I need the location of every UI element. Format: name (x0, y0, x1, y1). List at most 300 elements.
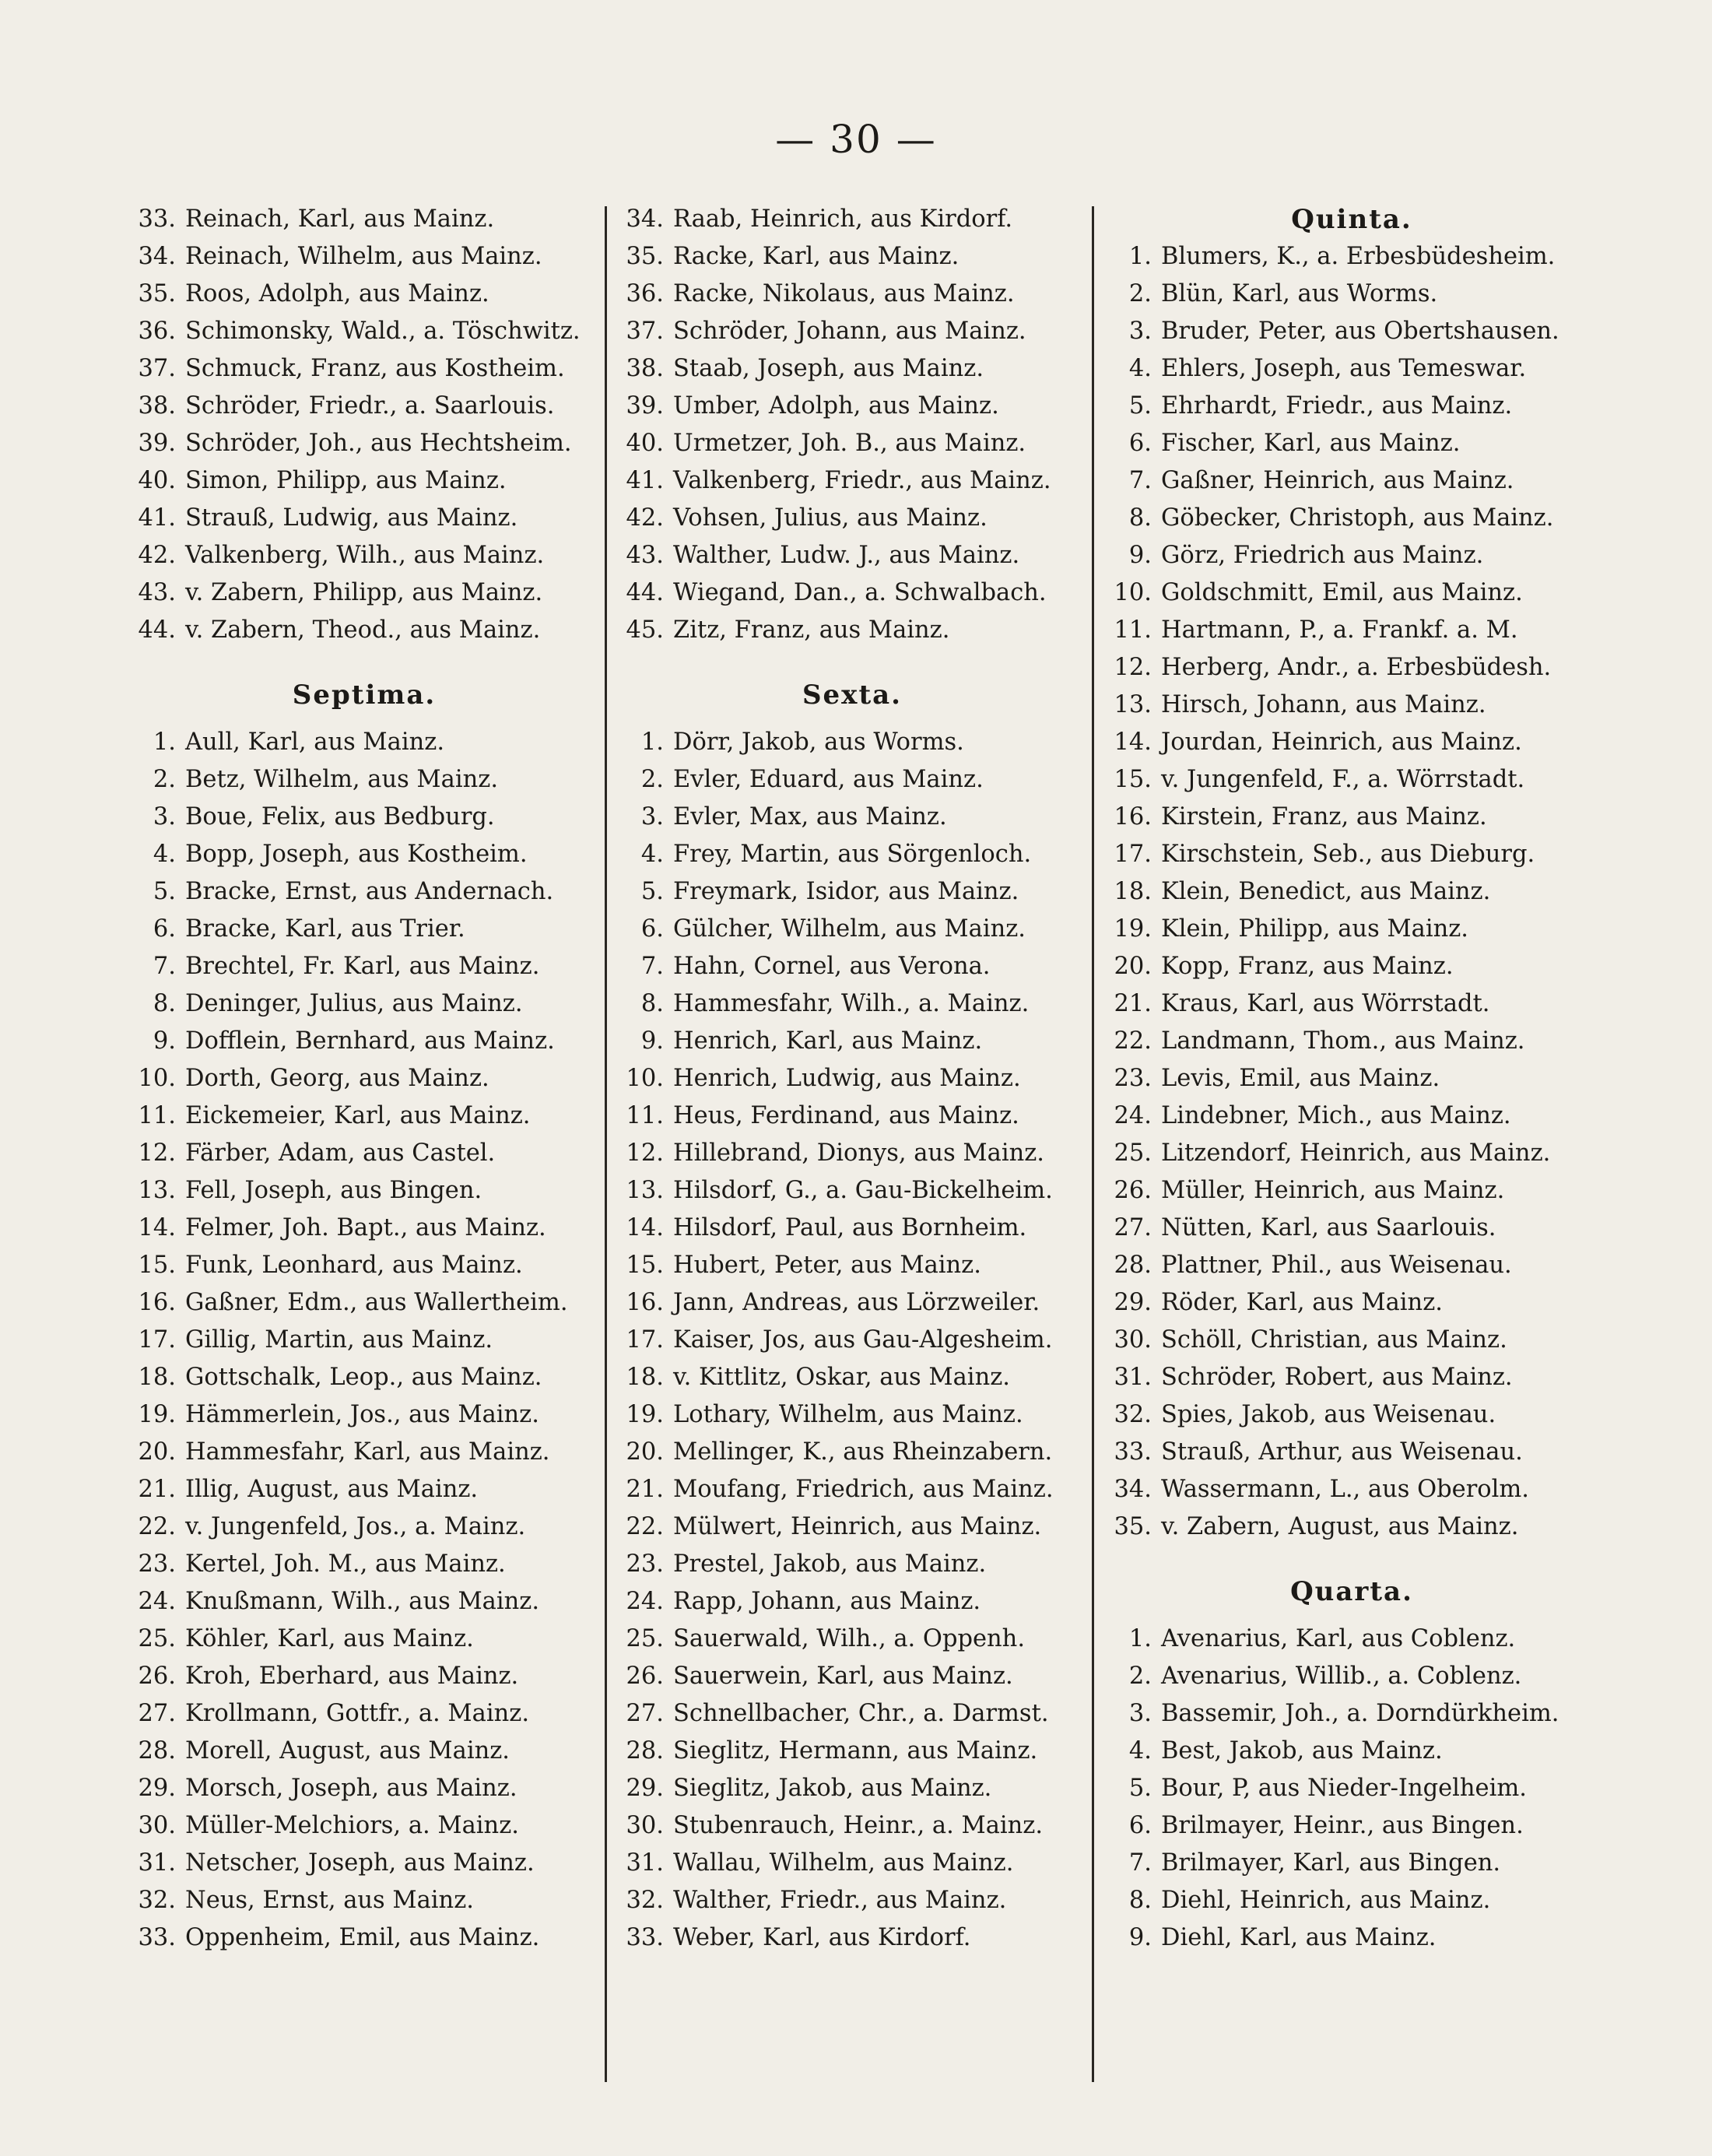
item-text: Gaßner, Edm., aus Wallertheim. (185, 1289, 568, 1316)
item-number: 7. (153, 953, 176, 980)
item-number: 26. (138, 1663, 176, 1690)
item-number: 15. (626, 1252, 664, 1279)
item-number: 6. (640, 915, 664, 943)
item-number: 30. (138, 1812, 176, 1839)
list-item (131, 350, 598, 388)
item-number: 14. (626, 1214, 664, 1241)
item-text: Sauerwald, Wilh., a. Oppenh. (673, 1625, 1026, 1652)
item-text: Ehlers, Joseph, aus Temeswar. (1161, 355, 1527, 382)
list-item (131, 500, 598, 537)
item-number: 36. (626, 280, 664, 307)
item-number: 17. (626, 1326, 664, 1354)
item-number: 5. (640, 878, 664, 905)
item-text: Henrich, Karl, aus Mainz. (673, 1027, 983, 1055)
student-list (619, 201, 1086, 649)
item-number: 9. (1128, 1924, 1152, 1951)
list-item (131, 1845, 598, 1882)
item-number: 12. (1114, 654, 1152, 681)
item-number: 19. (626, 1401, 664, 1428)
item-text: Gülcher, Wilhelm, aus Mainz. (673, 915, 1026, 943)
item-text: Best, Jakob, aus Mainz. (1161, 1737, 1443, 1764)
item-number: 6. (1128, 430, 1152, 457)
item-text: Herberg, Andr., a. Erbesbüdesh. (1161, 654, 1552, 681)
list-item (1107, 985, 1597, 1023)
item-text: Bour, P, aus Nieder-Ingelheim. (1161, 1775, 1527, 1802)
list-item (619, 1135, 1086, 1172)
list-item (619, 1733, 1086, 1770)
list-item (619, 948, 1086, 985)
item-number: 17. (138, 1326, 176, 1354)
item-number: 30. (1114, 1326, 1152, 1354)
item-text: v. Jungenfeld, F., a. Wörrstadt. (1161, 766, 1525, 793)
list-item (619, 462, 1086, 500)
item-text: Evler, Eduard, aus Mainz. (673, 766, 984, 793)
list-item (1107, 1247, 1597, 1284)
item-number: 19. (138, 1401, 176, 1428)
item-text: Hammesfahr, Karl, aus Mainz. (185, 1438, 550, 1466)
list-item (131, 313, 598, 350)
item-number: 33. (626, 1924, 664, 1951)
section-heading-sexta: Sexta. (802, 679, 903, 711)
item-number: 4. (1128, 355, 1152, 382)
item-number: 44. (626, 579, 664, 606)
item-text: Reinach, Karl, aus Mainz. (185, 205, 495, 233)
item-number: 10. (138, 1065, 176, 1092)
list-item (131, 276, 598, 313)
item-text: Fell, Joseph, aus Bingen. (185, 1177, 482, 1204)
item-text: Lindebner, Mich., aus Mainz. (1161, 1102, 1511, 1129)
item-number: 33. (1114, 1438, 1152, 1466)
item-text: Valkenberg, Wilh., aus Mainz. (185, 542, 545, 569)
item-number: 3. (640, 803, 664, 830)
item-text: v. Zabern, August, aus Mainz. (1161, 1513, 1519, 1540)
list-item (1107, 1919, 1597, 1957)
item-text: Knußmann, Wilh., aus Mainz. (185, 1588, 540, 1615)
section-heading-quarta: Quarta. (1290, 1576, 1413, 1607)
item-text: Bracke, Ernst, aus Andernach. (185, 878, 554, 905)
item-number: 26. (626, 1663, 664, 1690)
item-number: 40. (138, 467, 176, 494)
item-text: Spies, Jakob, aus Weisenau. (1161, 1401, 1496, 1428)
item-number: 24. (626, 1588, 664, 1615)
item-text: Bopp, Joseph, aus Kostheim. (185, 841, 528, 868)
item-number: 7. (640, 953, 664, 980)
list-item (131, 1023, 598, 1060)
list-item (619, 537, 1086, 574)
list-item (1107, 1210, 1597, 1247)
list-item (131, 238, 598, 276)
item-text: v. Zabern, Philipp, aus Mainz. (185, 579, 543, 606)
item-number: 8. (153, 990, 176, 1017)
list-item (131, 1882, 598, 1919)
item-text: Neus, Ernst, aus Mainz. (185, 1887, 474, 1914)
list-item (1107, 1508, 1597, 1546)
item-number: 2. (1128, 1663, 1152, 1690)
list-item (1107, 1060, 1597, 1097)
item-number: 32. (1114, 1401, 1152, 1428)
list-item (619, 799, 1086, 836)
item-number: 1. (640, 729, 664, 756)
item-number: 19. (1114, 915, 1152, 943)
list-item (619, 1247, 1086, 1284)
list-item (1107, 1359, 1597, 1396)
item-text: Levis, Emil, aus Mainz. (1161, 1065, 1440, 1092)
item-text: Hammesfahr, Wilh., a. Mainz. (673, 990, 1030, 1017)
item-number: 1. (1128, 243, 1152, 270)
list-item (1107, 1135, 1597, 1172)
item-number: 38. (138, 392, 176, 420)
item-text: Diehl, Karl, aus Mainz. (1161, 1924, 1437, 1951)
item-number: 20. (1114, 953, 1152, 980)
item-number: 28. (138, 1737, 176, 1764)
list-item (131, 1733, 598, 1770)
item-text: Hilsdorf, Paul, aus Bornheim. (673, 1214, 1027, 1241)
item-number: 34. (626, 205, 664, 233)
item-number: 43. (138, 579, 176, 606)
list-item (131, 425, 598, 462)
item-text: Müller, Heinrich, aus Mainz. (1161, 1177, 1505, 1204)
list-item (1107, 1396, 1597, 1434)
list-item (1107, 799, 1597, 836)
list-item (1107, 1695, 1597, 1733)
item-text: Diehl, Heinrich, aus Mainz. (1161, 1887, 1491, 1914)
list-item (131, 799, 598, 836)
list-item (619, 612, 1086, 649)
item-text: Betz, Wilhelm, aus Mainz. (185, 766, 499, 793)
item-text: Avenarius, Karl, aus Coblenz. (1161, 1625, 1516, 1652)
list-item (1107, 1471, 1597, 1508)
item-number: 34. (1114, 1476, 1152, 1503)
student-list (1107, 1621, 1597, 1957)
list-item (131, 985, 598, 1023)
list-item (131, 836, 598, 873)
item-number: 15. (138, 1252, 176, 1279)
item-text: Sieglitz, Jakob, aus Mainz. (673, 1775, 992, 1802)
item-number: 32. (138, 1887, 176, 1914)
list-item (131, 911, 598, 948)
list-item (131, 873, 598, 911)
item-text: Hartmann, P., a. Frankf. a. M. (1161, 616, 1518, 644)
list-item (619, 1546, 1086, 1583)
list-item (131, 1097, 598, 1135)
item-number: 27. (138, 1700, 176, 1727)
list-item (1107, 350, 1597, 388)
item-text: Mülwert, Heinrich, aus Mainz. (673, 1513, 1042, 1540)
item-text: Krollmann, Gottfr., a. Mainz. (185, 1700, 530, 1727)
item-text: Stubenrauch, Heinr., a. Mainz. (673, 1812, 1044, 1839)
list-item (1107, 761, 1597, 799)
item-text: Sauerwein, Karl, aus Mainz. (673, 1663, 1013, 1690)
item-number: 32. (626, 1887, 664, 1914)
list-item (619, 574, 1086, 612)
list-item (1107, 1621, 1597, 1658)
item-text: Kaiser, Jos, aus Gau-Algesheim. (673, 1326, 1053, 1354)
item-text: Hahn, Cornel, aus Verona. (673, 953, 991, 980)
list-item (1107, 1097, 1597, 1135)
item-number: 45. (626, 616, 664, 644)
item-text: Goldschmitt, Emil, aus Mainz. (1161, 579, 1523, 606)
item-text: Raab, Heinrich, aus Kirdorf. (673, 205, 1013, 233)
item-number: 18. (626, 1364, 664, 1391)
list-item (619, 313, 1086, 350)
item-number: 44. (138, 616, 176, 644)
item-number: 10. (1114, 579, 1152, 606)
list-item (619, 1845, 1086, 1882)
item-text: Deninger, Julius, aus Mainz. (185, 990, 523, 1017)
list-item (131, 574, 598, 612)
list-item (619, 1434, 1086, 1471)
item-number: 23. (626, 1550, 664, 1578)
list-item (619, 985, 1086, 1023)
item-number: 18. (138, 1364, 176, 1391)
item-number: 29. (138, 1775, 176, 1802)
item-text: Schröder, Friedr., a. Saarlouis. (185, 392, 555, 420)
list-item (619, 836, 1086, 873)
item-number: 33. (138, 205, 176, 233)
list-item (619, 201, 1086, 238)
item-number: 7. (1128, 1849, 1152, 1877)
item-text: Kirstein, Franz, aus Mainz. (1161, 803, 1487, 830)
item-text: Hilsdorf, G., a. Gau-Bickelheim. (673, 1177, 1053, 1204)
item-text: Roos, Adolph, aus Mainz. (185, 280, 489, 307)
item-number: 7. (1128, 467, 1152, 494)
list-item (1107, 1882, 1597, 1919)
item-text: Illig, August, aus Mainz. (185, 1476, 479, 1503)
item-number: 12. (138, 1139, 176, 1167)
item-number: 10. (626, 1065, 664, 1092)
item-number: 39. (138, 430, 176, 457)
list-item (1107, 276, 1597, 313)
item-number: 31. (1114, 1364, 1152, 1391)
list-item (131, 1322, 598, 1359)
section-heading-quinta: Quinta. (1291, 204, 1412, 235)
list-item (619, 1695, 1086, 1733)
item-text: Wallau, Wilhelm, aus Mainz. (673, 1849, 1014, 1877)
item-number: 42. (626, 504, 664, 532)
item-number: 8. (1128, 504, 1152, 532)
item-number: 35. (1114, 1513, 1152, 1540)
item-text: Valkenberg, Friedr., aus Mainz. (673, 467, 1051, 494)
list-item (131, 1583, 598, 1621)
item-text: Racke, Karl, aus Mainz. (673, 243, 959, 270)
list-item (1107, 313, 1597, 350)
list-item (1107, 462, 1597, 500)
list-item (619, 1023, 1086, 1060)
item-text: Landmann, Thom., aus Mainz. (1161, 1027, 1525, 1055)
item-number: 5. (1128, 1775, 1152, 1802)
list-item (1107, 537, 1597, 574)
student-list (619, 724, 1086, 1957)
item-text: Henrich, Ludwig, aus Mainz. (673, 1065, 1021, 1092)
list-item (131, 201, 598, 238)
item-number: 22. (138, 1513, 176, 1540)
item-text: Ehrhardt, Friedr., aus Mainz. (1161, 392, 1513, 420)
item-text: Kroh, Eberhard, aus Mainz. (185, 1663, 519, 1690)
list-item (131, 1471, 598, 1508)
item-number: 21. (138, 1476, 176, 1503)
item-text: Strauß, Ludwig, aus Mainz. (185, 504, 518, 532)
item-text: Brechtel, Fr. Karl, aus Mainz. (185, 953, 540, 980)
item-number: 6. (153, 915, 176, 943)
item-number: 40. (626, 430, 664, 457)
item-text: Hirsch, Johann, aus Mainz. (1161, 691, 1486, 718)
item-text: v. Kittlitz, Oskar, aus Mainz. (673, 1364, 1010, 1391)
item-text: Wassermann, L., aus Oberolm. (1161, 1476, 1530, 1503)
item-text: Zitz, Franz, aus Mainz. (673, 616, 950, 644)
item-number: 4. (640, 841, 664, 868)
column-left (131, 201, 598, 1957)
item-text: Klein, Philipp, aus Mainz. (1161, 915, 1468, 943)
item-number: 28. (1114, 1252, 1152, 1279)
item-number: 3. (153, 803, 176, 830)
list-item (619, 1621, 1086, 1658)
item-text: Boue, Felix, aus Bedburg. (185, 803, 495, 830)
list-item (619, 350, 1086, 388)
list-item (1107, 500, 1597, 537)
item-number: 14. (1114, 729, 1152, 756)
item-text: Kopp, Franz, aus Mainz. (1161, 953, 1454, 980)
list-item (619, 388, 1086, 425)
item-text: Vohsen, Julius, aus Mainz. (673, 504, 988, 532)
list-item (131, 724, 598, 761)
item-number: 15. (1114, 766, 1152, 793)
student-list (131, 724, 598, 1957)
list-item (131, 1807, 598, 1845)
item-text: Umber, Adolph, aus Mainz. (673, 392, 999, 420)
item-text: Dörr, Jakob, aus Worms. (673, 729, 964, 756)
list-item (619, 761, 1086, 799)
item-text: Gaßner, Heinrich, aus Mainz. (1161, 467, 1514, 494)
list-item (1107, 1845, 1597, 1882)
list-item (131, 1770, 598, 1807)
column-right (1107, 201, 1597, 1957)
item-number: 4. (1128, 1737, 1152, 1764)
list-item (131, 1434, 598, 1471)
item-number: 6. (1128, 1812, 1152, 1839)
list-item (1107, 612, 1597, 649)
list-item (619, 1882, 1086, 1919)
item-text: Kertel, Joh. M., aus Mainz. (185, 1550, 506, 1578)
item-text: Brilmayer, Karl, aus Bingen. (1161, 1849, 1501, 1877)
item-number: 13. (138, 1177, 176, 1204)
item-text: Nütten, Karl, aus Saarlouis. (1161, 1214, 1496, 1241)
item-text: Lothary, Wilhelm, aus Mainz. (673, 1401, 1023, 1428)
list-item (131, 612, 598, 649)
item-text: Röder, Karl, aus Mainz. (1161, 1289, 1443, 1316)
item-number: 35. (626, 243, 664, 270)
list-item (131, 1396, 598, 1434)
item-text: Avenarius, Willib., a. Coblenz. (1161, 1663, 1522, 1690)
item-number: 17. (1114, 841, 1152, 868)
item-number: 11. (138, 1102, 176, 1129)
list-item (619, 1097, 1086, 1135)
list-item (1107, 425, 1597, 462)
list-item (1107, 1733, 1597, 1770)
item-text: Wiegand, Dan., a. Schwalbach. (673, 579, 1047, 606)
item-text: Köhler, Karl, aus Mainz. (185, 1625, 474, 1652)
item-text: Bracke, Karl, aus Trier. (185, 915, 465, 943)
list-item (1107, 574, 1597, 612)
item-text: Litzendorf, Heinrich, aus Mainz. (1161, 1139, 1551, 1167)
item-number: 33. (138, 1924, 176, 1951)
item-number: 8. (1128, 1887, 1152, 1914)
item-text: Bruder, Peter, aus Obertshausen. (1161, 318, 1559, 345)
item-text: Gillig, Martin, aus Mainz. (185, 1326, 493, 1354)
item-number: 24. (138, 1588, 176, 1615)
column-divider (605, 206, 607, 2082)
item-number: 2. (1128, 280, 1152, 307)
item-text: Schöll, Christian, aus Mainz. (1161, 1326, 1507, 1354)
item-text: Plattner, Phil., aus Weisenau. (1161, 1252, 1512, 1279)
list-item (619, 873, 1086, 911)
item-text: Walther, Ludw. J., aus Mainz. (673, 542, 1020, 569)
list-item (131, 1508, 598, 1546)
list-item (131, 1060, 598, 1097)
item-number: 20. (138, 1438, 176, 1466)
list-item (1107, 1807, 1597, 1845)
student-list (131, 201, 598, 649)
list-item (619, 911, 1086, 948)
list-item (1107, 948, 1597, 985)
item-number: 31. (138, 1849, 176, 1877)
item-text: Evler, Max, aus Mainz. (673, 803, 947, 830)
list-item (619, 1210, 1086, 1247)
item-text: Weber, Karl, aus Kirdorf. (673, 1924, 971, 1951)
item-number: 21. (1114, 990, 1152, 1017)
item-number: 5. (1128, 392, 1152, 420)
item-number: 8. (640, 990, 664, 1017)
list-item (131, 1284, 598, 1322)
item-text: Görz, Friedrich aus Mainz. (1161, 542, 1484, 569)
list-item (619, 1583, 1086, 1621)
student-list (1107, 238, 1597, 1546)
item-number: 11. (1114, 616, 1152, 644)
item-text: Reinach, Wilhelm, aus Mainz. (185, 243, 542, 270)
item-text: Urmetzer, Joh. B., aus Mainz. (673, 430, 1026, 457)
item-number: 41. (626, 467, 664, 494)
list-item (619, 500, 1086, 537)
item-number: 16. (1114, 803, 1152, 830)
item-number: 29. (1114, 1289, 1152, 1316)
item-number: 20. (626, 1438, 664, 1466)
item-text: Freymark, Isidor, aus Mainz. (673, 878, 1019, 905)
item-number: 24. (1114, 1102, 1152, 1129)
item-number: 34. (138, 243, 176, 270)
item-text: Blün, Karl, aus Worms. (1161, 280, 1438, 307)
item-number: 29. (626, 1775, 664, 1802)
column-middle (619, 201, 1086, 1957)
item-number: 9. (153, 1027, 176, 1055)
list-item (131, 1546, 598, 1583)
item-number: 23. (1114, 1065, 1152, 1092)
item-number: 22. (1114, 1027, 1152, 1055)
list-item (131, 537, 598, 574)
item-text: Göbecker, Christoph, aus Mainz. (1161, 504, 1554, 532)
item-number: 13. (1114, 691, 1152, 718)
item-number: 23. (138, 1550, 176, 1578)
item-number: 12. (626, 1139, 664, 1167)
item-text: Klein, Benedict, aus Mainz. (1161, 878, 1491, 905)
item-number: 26. (1114, 1177, 1152, 1204)
list-item (1107, 836, 1597, 873)
list-item (1107, 1322, 1597, 1359)
item-text: Färber, Adam, aus Castel. (185, 1139, 496, 1167)
list-item (1107, 1172, 1597, 1210)
item-number: 42. (138, 542, 176, 569)
item-number: 27. (626, 1700, 664, 1727)
list-item (619, 1471, 1086, 1508)
item-number: 21. (626, 1476, 664, 1503)
